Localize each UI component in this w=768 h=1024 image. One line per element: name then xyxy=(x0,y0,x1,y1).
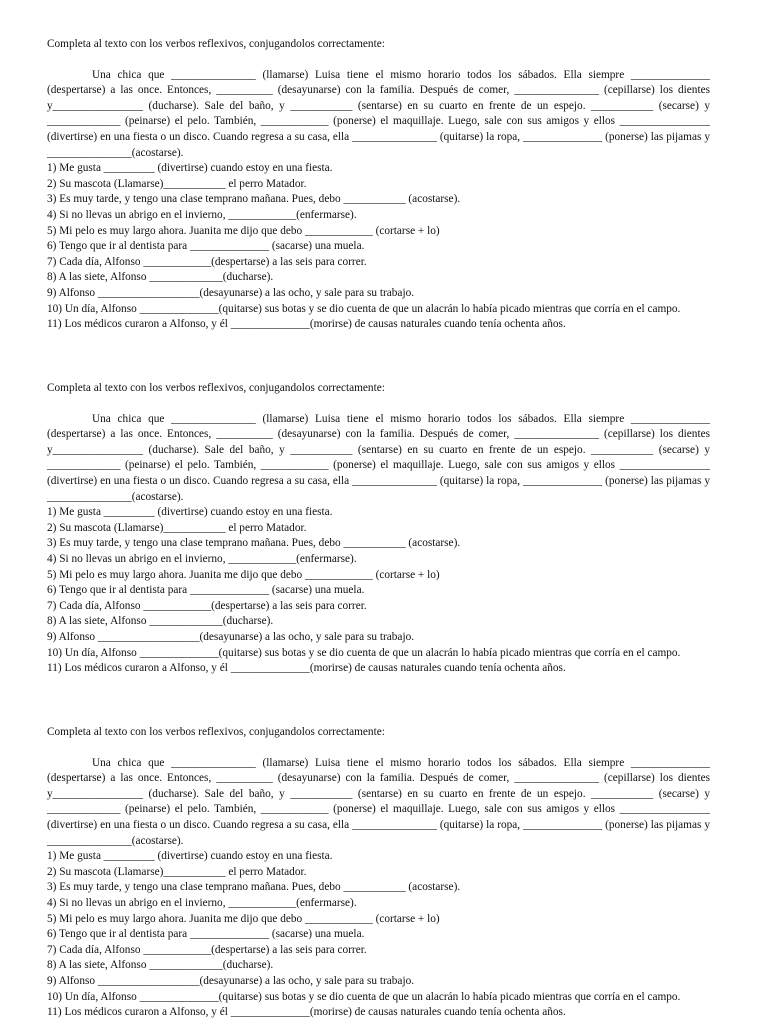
exercise-item: 10) Un día, Alfonso ______________(quitarse) sus botas y se dio cuenta de que un alacrán lo había picado mientras que corría en el campo. xyxy=(47,990,681,1003)
instructions: Completa al texto con los verbos reflexivos, conjugandolos correctamente: xyxy=(47,382,385,394)
exercise-item: 4) Si no llevas un abrigo en el invierno, ____________(enfermarse). xyxy=(47,896,357,909)
exercise-item: 6) Tengo que ir al dentista para ______________ (sacarse) una muela. xyxy=(47,584,365,597)
instructions: Completa al texto con los verbos reflexivos, conjugandolos correctamente: xyxy=(47,726,385,738)
exercise-item: 1) Me gusta _________ (divertirse) cuando estoy en una fiesta. xyxy=(47,850,333,863)
exercise-item: 4) Si no llevas un abrigo en el invierno, ____________(enfermarse). xyxy=(47,208,357,221)
exercise-list xyxy=(47,849,710,1021)
passage-paragraph: Una chica que _______________ (llamarse) Luisa tiene el mismo horario todos los sábados. Ella siempre ______________ (despertarse) a las once. Entonces, __________ (desayunarse) con la familia. Después de comer, _______________ (cepillarse) los dientes y________________ (ducharse). Sale del baño, y ___________ (sentarse) en su cuarto en frente de un espejo. ___________ (secarse) y _____________ (peinarse) el pelo. También, ____________ (ponerse) el maquillaje. Luego, sale con sus amigos y ellos ________________ (divertirse) en una fiesta o un disco. Cuando regresa a su casa, ella _______________ (quitarse) la ropa, ______________ (ponerse) las pijamas y _______________(acostarse). xyxy=(47,412,710,503)
exercise-item: 11) Los médicos curaron a Alfonso, y él ______________(morirse) de causas naturales cuando tenía ochenta años. xyxy=(47,318,566,331)
worksheet-copy-1 xyxy=(47,37,710,333)
exercise-item: 11) Los médicos curaron a Alfonso, y él ______________(morirse) de causas naturales cuando tenía ochenta años. xyxy=(47,662,566,675)
exercise-item: 3) Es muy tarde, y tengo una clase temprano mañana. Pues, debo ___________ (acostarse). xyxy=(47,881,461,894)
exercise-item: 3) Es muy tarde, y tengo una clase temprano mañana. Pues, debo ___________ (acostarse). xyxy=(47,193,461,206)
exercise-item: 1) Me gusta _________ (divertirse) cuando estoy en una fiesta. xyxy=(47,506,333,519)
exercise-item: 8) A las siete, Alfonso _____________(ducharse). xyxy=(47,271,274,284)
exercise-item: 7) Cada día, Alfonso ____________(despertarse) a las seis para correr. xyxy=(47,599,367,612)
exercise-list xyxy=(47,161,710,333)
exercise-item: 5) Mi pelo es muy largo ahora. Juanita me dijo que debo ____________ (cortarse + lo) xyxy=(47,568,440,581)
exercise-item: 7) Cada día, Alfonso ____________(despertarse) a las seis para correr. xyxy=(47,255,367,268)
exercise-item: 9) Alfonso __________________(desayunarse) a las ocho, y sale para su trabajo. xyxy=(47,630,415,643)
exercise-item: 6) Tengo que ir al dentista para ______________ (sacarse) una muela. xyxy=(47,928,365,941)
exercise-item: 9) Alfonso __________________(desayunarse) a las ocho, y sale para su trabajo. xyxy=(47,974,415,987)
exercise-item: 2) Su mascota (Llamarse)___________ el perro Matador. xyxy=(47,177,307,190)
exercise-item: 2) Su mascota (Llamarse)___________ el perro Matador. xyxy=(47,865,307,878)
worksheet-copy-3 xyxy=(47,725,710,1021)
passage-paragraph: Una chica que _______________ (llamarse) Luisa tiene el mismo horario todos los sábados. Ella siempre ______________ (despertarse) a las once. Entonces, __________ (desayunarse) con la familia. Después de comer, _______________ (cepillarse) los dientes y________________ (ducharse). Sale del baño, y ___________ (sentarse) en su cuarto en frente de un espejo. ___________ (secarse) y _____________ (peinarse) el pelo. También, ____________ (ponerse) el maquillaje. Luego, sale con sus amigos y ellos ________________ (divertirse) en una fiesta o un disco. Cuando regresa a su casa, ella _______________ (quitarse) la ropa, ______________ (ponerse) las pijamas y _______________(acostarse). xyxy=(47,756,710,847)
exercise-item: 8) A las siete, Alfonso _____________(ducharse). xyxy=(47,959,274,972)
exercise-item: 10) Un día, Alfonso ______________(quitarse) sus botas y se dio cuenta de que un alacrán lo había picado mientras que corría en el campo. xyxy=(47,302,681,315)
exercise-item: 5) Mi pelo es muy largo ahora. Juanita me dijo que debo ____________ (cortarse + lo) xyxy=(47,224,440,237)
exercise-item: 6) Tengo que ir al dentista para ______________ (sacarse) una muela. xyxy=(47,240,365,253)
exercise-item: 9) Alfonso __________________(desayunarse) a las ocho, y sale para su trabajo. xyxy=(47,286,415,299)
exercise-item: 1) Me gusta _________ (divertirse) cuando estoy en una fiesta. xyxy=(47,162,333,175)
exercise-item: 11) Los médicos curaron a Alfonso, y él ______________(morirse) de causas naturales cuando tenía ochenta años. xyxy=(47,1006,566,1019)
exercise-list xyxy=(47,505,710,677)
passage-paragraph: Una chica que _______________ (llamarse) Luisa tiene el mismo horario todos los sábados. Ella siempre ______________ (despertarse) a las once. Entonces, __________ (desayunarse) con la familia. Después de comer, _______________ (cepillarse) los dientes y________________ (ducharse). Sale del baño, y ___________ (sentarse) en su cuarto en frente de un espejo. ___________ (secarse) y _____________ (peinarse) el pelo. También, ____________ (ponerse) el maquillaje. Luego, sale con sus amigos y ellos ________________ (divertirse) en una fiesta o un disco. Cuando regresa a su casa, ella _______________ (quitarse) la ropa, ______________ (ponerse) las pijamas y _______________(acostarse). xyxy=(47,68,710,159)
exercise-item: 4) Si no llevas un abrigo en el invierno, ____________(enfermarse). xyxy=(47,552,357,565)
exercise-item: 7) Cada día, Alfonso ____________(despertarse) a las seis para correr. xyxy=(47,943,367,956)
exercise-item: 10) Un día, Alfonso ______________(quitarse) sus botas y se dio cuenta de que un alacrán lo había picado mientras que corría en el campo. xyxy=(47,646,681,659)
instructions: Completa al texto con los verbos reflexivos, conjugandolos correctamente: xyxy=(47,38,385,50)
exercise-item: 5) Mi pelo es muy largo ahora. Juanita me dijo que debo ____________ (cortarse + lo) xyxy=(47,912,440,925)
exercise-item: 3) Es muy tarde, y tengo una clase temprano mañana. Pues, debo ___________ (acostarse). xyxy=(47,537,461,550)
exercise-item: 8) A las siete, Alfonso _____________(ducharse). xyxy=(47,615,274,628)
worksheet-copy-2 xyxy=(47,381,710,677)
exercise-item: 2) Su mascota (Llamarse)___________ el perro Matador. xyxy=(47,521,307,534)
